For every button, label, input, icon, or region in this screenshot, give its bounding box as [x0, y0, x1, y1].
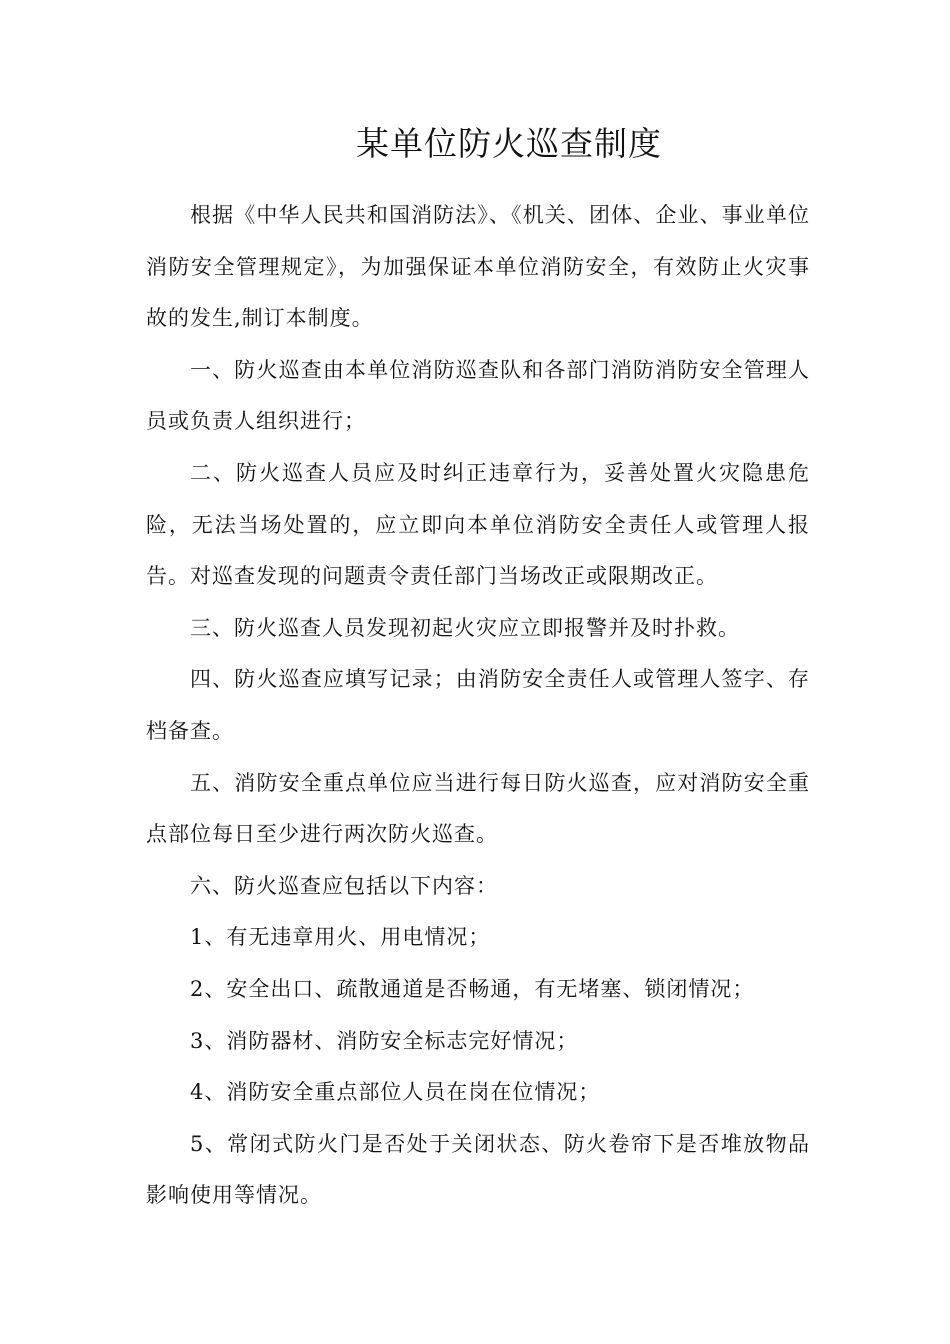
paragraph-item-4: 四、防火巡查应填写记录；由消防安全责任人或管理人签字、存档备查。 — [146, 667, 810, 743]
document-title: 某单位防火巡查制度 — [356, 124, 662, 163]
paragraph-item-1: 一、防火巡查由本单位消防巡查队和各部门消防消防安全管理人员或负责人组织进行； — [146, 357, 810, 434]
paragraph-item-6: 六、防火巡查应包括以下内容： — [190, 873, 498, 898]
document-body — [146, 190, 810, 1222]
list-item-2: 2、安全出口、疏散通道是否畅通，有无堵塞、锁闭情况； — [190, 976, 755, 1001]
paragraph-item-3: 三、防火巡查人员发现初起火灾应立即报警并及时扑救。 — [190, 615, 740, 640]
list-item-4: 4、消防安全重点部位人员在岗在位情况； — [190, 1080, 601, 1105]
paragraph-item-5: 五、消防安全重点单位应当进行每日防火巡查，应对消防安全重点部位每日至少进行两次防火巡查。 — [146, 770, 810, 847]
list-item-5: 5、常闭式防火门是否处于关闭状态、防火卷帘下是否堆放物品影响使用等情况。 — [146, 1131, 810, 1208]
paragraph-item-2: 二、防火巡查人员应及时纠正违章行为，妥善处置火灾隐患危险，无法当场处置的，应立即向本单位消防安全责任人或管理人报告。对巡查发现的问题责令责任部门当场改正或限期改正。 — [146, 460, 810, 589]
list-item-1: 1、有无违章用火、用电情况； — [190, 925, 491, 950]
list-item-3: 3、消防器材、消防安全标志完好情况； — [190, 1028, 579, 1053]
paragraph-intro: 根据《中华人民共和国消防法》、《机关、团体、企业、事业单位消防安全管理规定》，为加强保证本单位消防安全，有效防止火灾事故的发生,制订本制度。 — [146, 203, 810, 331]
